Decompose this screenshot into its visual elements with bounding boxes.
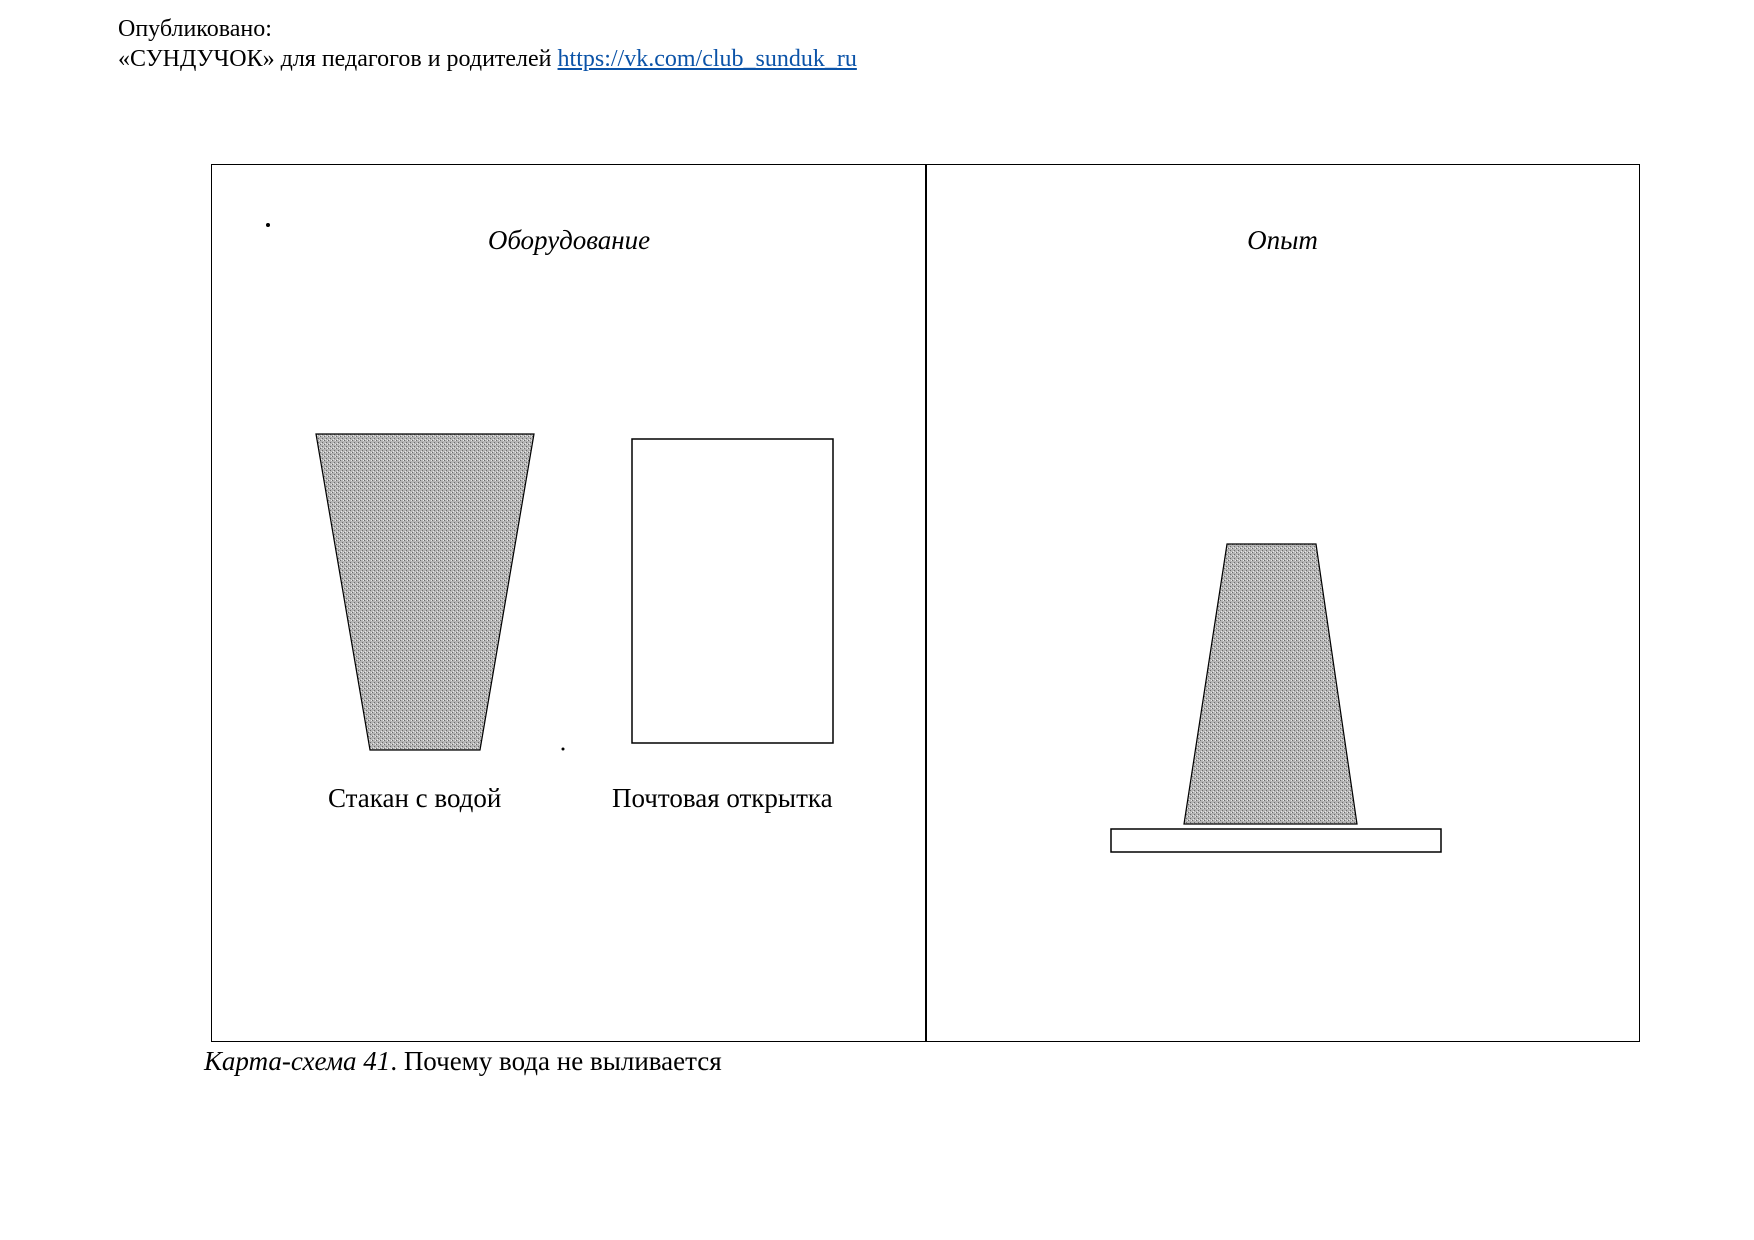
caption-number: Карта-схема 41 (204, 1046, 391, 1076)
figure-caption (204, 1046, 722, 1077)
postcard-icon (632, 439, 833, 743)
inverted-glass-on-postcard-icon (1111, 544, 1441, 852)
postcard-label: Почтовая открытка (612, 783, 833, 813)
source-name: «СУНДУЧОК» для педагогов и родителей (118, 46, 552, 72)
experiment-title: Опыт (1247, 225, 1318, 255)
equipment-title: Оборудование (487, 225, 651, 255)
published-label: Опубликовано: (118, 16, 272, 42)
glass-with-water-icon (316, 434, 534, 750)
caption-text: . Почему вода не выливается (390, 1046, 722, 1076)
glass-label: Стакан с водой (328, 783, 502, 813)
source-link[interactable]: https://vk.com/club_sunduk_ru (557, 46, 857, 72)
